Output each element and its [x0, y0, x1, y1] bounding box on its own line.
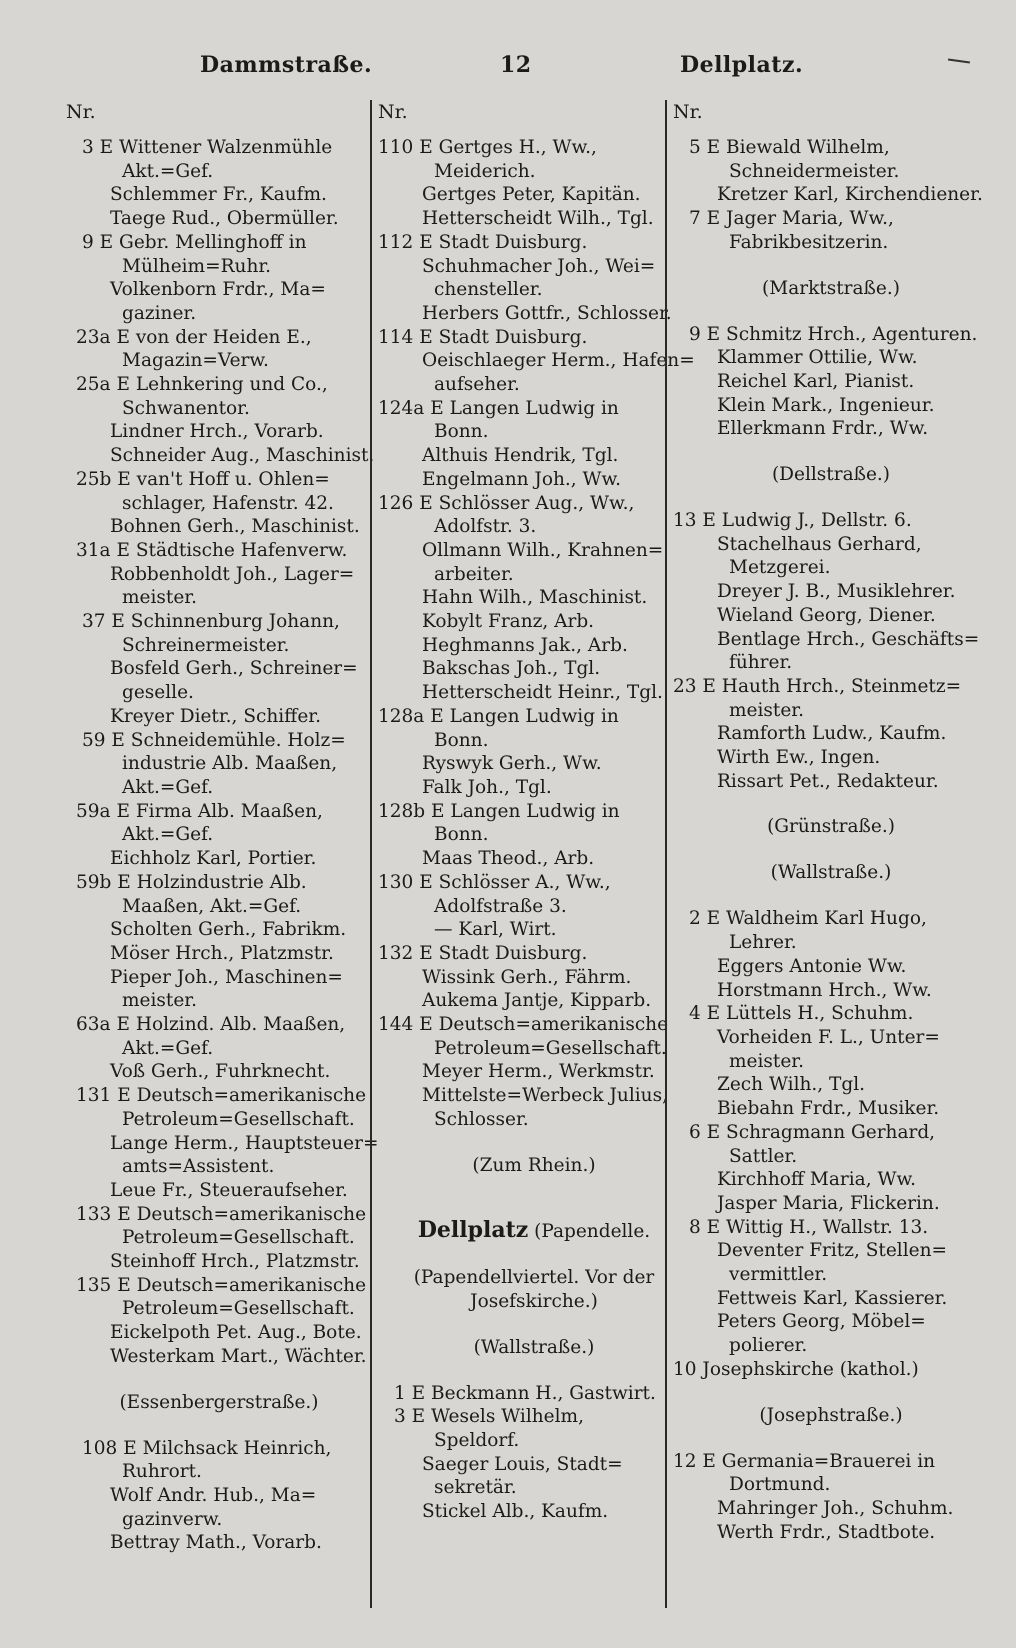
entry-line: Bosfeld Gerh., Schreiner= [110, 658, 358, 680]
entry-line: Sattler. [729, 1145, 798, 1167]
entry-line: Schreinermeister. [122, 634, 290, 656]
section-note: (Papendellviertel. Vor der [413, 1266, 655, 1288]
entry-line: Stachelhaus Gerhard, [717, 533, 922, 555]
entry-line: chensteller. [434, 279, 543, 301]
entry-line: Mittelste=Werbeck Julius, [422, 1085, 668, 1107]
spacer [673, 793, 989, 815]
entry-line: sekretär. [434, 1477, 517, 1499]
street-heading: (Dellstraße.) [771, 464, 891, 486]
street-heading: (Josephstraße.) [759, 1404, 903, 1426]
entry-line: Meiderich. [434, 160, 536, 182]
entry-line: Lehrer. [729, 932, 797, 954]
entry-line: Meyer Herm., Werkmstr. [422, 1061, 655, 1083]
section-title-sub: (Papendelle. [534, 1220, 651, 1242]
entry-line: Saeger Louis, Stadt= [422, 1453, 623, 1475]
entry-line: 126 E Schlösser Aug., Ww., [378, 492, 635, 514]
spacer [673, 839, 989, 861]
entry-line: Althuis Hendrik, Tgl. [422, 445, 619, 467]
entry-line: 25b E van't Hoff u. Ohlen= [76, 468, 330, 490]
entry-line: Biebahn Frdr., Musiker. [717, 1098, 940, 1120]
entry-line: Akt.=Gef. [122, 1037, 214, 1059]
street-heading: (Wallstraße.) [473, 1336, 595, 1358]
entry-line: Schwanentor. [122, 397, 250, 419]
entry-line: Dreyer J. B., Musiklehrer. [717, 581, 956, 603]
entry-line: Ryswyk Gerh., Ww. [422, 753, 602, 775]
entry-line: Bonn. [434, 421, 489, 443]
entry-line: Kretzer Karl, Kirchendiener. [717, 184, 983, 206]
entry-line: Horstmann Hrch., Ww. [717, 979, 932, 1001]
entry-line: Schneidermeister. [729, 160, 900, 182]
entry-line: polierer. [729, 1335, 808, 1357]
entry-line: Eickelpoth Pet. Aug., Bote. [110, 1322, 362, 1344]
street-heading: (Essenbergerstraße.) [119, 1391, 319, 1413]
entry-line: 5 E Biewald Wilhelm, [689, 137, 890, 158]
spacer [378, 1244, 690, 1266]
entry-line: Petroleum=Gesellschaft. [122, 1298, 355, 1320]
entry-line: Bonn. [434, 729, 489, 751]
spacer [66, 1369, 372, 1391]
entry-line: 12 E Germania=Brauerei in [673, 1450, 936, 1472]
entry-line: 4 E Lüttels H., Schuhm. [689, 1003, 914, 1025]
entry-line: 114 E Stadt Duisburg. [378, 326, 588, 348]
entry-line: Petroleum=Gesellschaft. [122, 1227, 355, 1249]
entry-line: Maas Theod., Arb. [422, 848, 595, 870]
entry-line: 25a E Lehnkering und Co., [76, 374, 328, 396]
entry-line: Kreyer Dietr., Schiffer. [110, 705, 321, 727]
column-2 [370, 100, 695, 1608]
entry-line: Wieland Georg, Diener. [717, 604, 936, 626]
entry-line: geselle. [122, 682, 194, 704]
entry-line: Speldorf. [434, 1429, 520, 1451]
entry-line: Falk Joh., Tgl. [422, 776, 552, 798]
entry-line: Adolfstr. 3. [434, 516, 537, 538]
entry-line: gaziner. [122, 302, 197, 324]
entry-line: Gertges Peter, Kapitän. [422, 184, 641, 206]
entry-line: gazinverw. [122, 1508, 223, 1530]
entry-line: Petroleum=Gesellschaft. [434, 1037, 667, 1059]
entry-line: Klammer Ottilie, Ww. [717, 347, 918, 369]
entry-line: Ruhrort. [122, 1461, 202, 1483]
column-1 [66, 100, 379, 1608]
entry-line: Hetterscheidt Wilh., Tgl. [422, 208, 654, 230]
entry-line: 2 E Waldheim Karl Hugo, [689, 908, 927, 930]
entry-line: Rissart Pet., Redakteur. [717, 770, 939, 792]
section-title-main: Dellplatz [417, 1216, 529, 1243]
entry-line: meister. [122, 990, 197, 1012]
header-left-street: Dammstraße. [200, 52, 373, 78]
entry-line: industrie Alb. Maaßen, [122, 753, 338, 775]
page-header [0, 52, 1016, 86]
entry-line: 124a E Langen Ludwig in [378, 397, 619, 419]
entry-line: Jasper Maria, Flickerin. [717, 1192, 940, 1214]
entry-line: schlager, Hafenstr. 42. [122, 492, 334, 514]
entry-line: 59 E Schneidemühle. Holz= [82, 729, 346, 751]
entry-line: Mülheim=Ruhr. [122, 255, 272, 277]
entry-line: Maaßen, Akt.=Gef. [122, 895, 302, 917]
entry-line: Peters Georg, Möbel= [717, 1311, 926, 1333]
entry-line: Mahringer Joh., Schuhm. [717, 1497, 954, 1519]
entry-line: Heghmanns Jak., Arb. [422, 634, 628, 656]
entry-line: Hahn Wilh., Maschinist. [422, 587, 648, 609]
entry-line: Aukema Jantje, Kipparb. [422, 990, 652, 1012]
nr-label: Nr. [66, 101, 96, 123]
entry-line: 128a E Langen Ludwig in [378, 705, 619, 727]
entry-line: Adolfstraße 3. [434, 895, 567, 917]
entry-line: Zech Wilh., Tgl. [717, 1074, 866, 1096]
entry-line: Bakschas Joh., Tgl. [422, 658, 601, 680]
nr-label: Nr. [378, 101, 408, 123]
entry-line: Eichholz Karl, Portier. [110, 848, 317, 870]
entry-line: Reichel Karl, Pianist. [717, 370, 915, 392]
entry-line: Eggers Antonie Ww. [717, 955, 907, 977]
entry-line: Lange Herm., Hauptsteuer= [110, 1132, 379, 1154]
street-heading: (Wallstraße.) [770, 862, 892, 884]
entry-line: Wirth Ew., Ingen. [717, 747, 881, 769]
entry-line: 7 E Jager Maria, Ww., [689, 208, 894, 230]
entry-line: Ollmann Wilh., Krahnen= [422, 539, 664, 561]
entry-line: 23a E von der Heiden E., [76, 326, 312, 348]
section-note: Josefskirche.) [470, 1290, 598, 1312]
entry-line: 10 Josephskirche (kathol.) [673, 1358, 919, 1380]
spacer [673, 301, 989, 323]
spacer [673, 487, 989, 509]
entry-line: 144 E Deutsch=amerikanische [378, 1014, 669, 1036]
entry-line: 59b E Holzindustrie Alb. [76, 871, 307, 893]
section-title [378, 1218, 690, 1244]
entry-line: Lindner Hrch., Vorarb. [110, 421, 324, 443]
entry-line: 3 E Wesels Wilhelm, [394, 1406, 584, 1428]
entry-line: arbeiter. [434, 563, 514, 585]
entry-line: 131 E Deutsch=amerikanische [76, 1085, 367, 1107]
entry-line: Petroleum=Gesellschaft. [122, 1108, 355, 1130]
entry-line: Steinhoff Hrch., Platzmstr. [110, 1251, 360, 1273]
entry-line: 37 E Schinnenburg Johann, [82, 611, 340, 633]
spacer [378, 1178, 690, 1218]
entry-line: 128b E Langen Ludwig in [378, 800, 620, 822]
spacer [673, 255, 989, 277]
entry-line: Wissink Gerh., Fährm. [422, 966, 632, 988]
entry-line: Magazin=Verw. [122, 350, 269, 372]
page-number: 12 [500, 52, 532, 78]
entry-line: Volkenborn Frdr., Ma= [110, 279, 326, 301]
entry-line: Möser Hrch., Platzmstr. [110, 942, 334, 964]
entry-line: amts=Assistent. [122, 1156, 275, 1178]
entry-line: 63a E Holzind. Alb. Maaßen, [76, 1014, 346, 1036]
spacer [673, 441, 989, 463]
entry-line: Ramforth Ludw., Kaufm. [717, 723, 947, 745]
entry-line: 1 E Beckmann H., Gastwirt. [394, 1382, 656, 1404]
entry-line: Stickel Alb., Kaufm. [422, 1501, 609, 1523]
entry-line: 133 E Deutsch=amerikanische [76, 1203, 367, 1225]
entry-line: Ellerkmann Frdr., Ww. [717, 418, 929, 440]
entry-line: 9 E Schmitz Hrch., Agenturen. [689, 323, 978, 345]
entry-line: meister. [729, 1050, 804, 1072]
entry-line: führer. [729, 652, 793, 674]
entry-line: Werth Frdr., Stadtbote. [717, 1521, 936, 1543]
entry-line: Bohnen Gerh., Maschinist. [110, 516, 360, 538]
street-heading: (Grünstraße.) [767, 816, 895, 838]
entry-line: Schneider Aug., Maschinist. [110, 445, 375, 467]
entry-line: Leue Fr., Steueraufseher. [110, 1179, 348, 1201]
entry-line: 130 E Schlösser A., Ww., [378, 871, 611, 893]
entry-line: Taege Rud., Obermüller. [110, 208, 339, 230]
entry-line: Voß Gerh., Fuhrknecht. [110, 1061, 331, 1083]
spacer [673, 1382, 989, 1404]
header-right-street: Dellplatz. [680, 52, 804, 78]
entry-line: Hetterscheidt Heinr., Tgl. [422, 682, 663, 704]
entry-line: Westerkam Mart., Wächter. [110, 1345, 367, 1367]
spacer [673, 1428, 989, 1450]
entry-line: 59a E Firma Alb. Maaßen, [76, 800, 323, 822]
entry-line: Schlosser. [434, 1108, 529, 1130]
entry-line: Pieper Joh., Maschinen= [110, 966, 343, 988]
entry-line: Oeischlaeger Herm., Hafen= [422, 350, 695, 372]
entry-line: 13 E Ludwig J., Dellstr. 6. [673, 510, 912, 532]
entry-line: Engelmann Joh., Ww. [422, 468, 622, 490]
entry-line: Metzgerei. [729, 557, 831, 579]
entry-line: Wolf Andr. Hub., Ma= [110, 1484, 317, 1506]
entry-line: Schlemmer Fr., Kaufm. [110, 184, 327, 206]
entry-line: Bettray Math., Vorarb. [110, 1532, 322, 1554]
entry-line: Bentlage Hrch., Geschäfts= [717, 628, 980, 650]
entry-line: Fabrikbesitzerin. [729, 231, 889, 253]
entry-line: Klein Mark., Ingenieur. [717, 394, 935, 416]
entry-line: Schuhmacher Joh., Wei= [422, 255, 656, 277]
spacer [673, 885, 989, 907]
entry-line: 31a E Städtische Hafenverw. [76, 539, 348, 561]
entry-line: Akt.=Gef. [122, 160, 214, 182]
entry-line: Vorheiden F. L., Unter= [717, 1026, 940, 1048]
entry-line: Dortmund. [729, 1474, 831, 1496]
entry-line: meister. [122, 587, 197, 609]
entry-line: 112 E Stadt Duisburg. [378, 231, 588, 253]
entry-line: Robbenholdt Joh., Lager= [110, 563, 355, 585]
entry-line: Fettweis Karl, Kassierer. [717, 1287, 948, 1309]
spacer [66, 1415, 372, 1437]
nr-label: Nr. [673, 101, 703, 123]
spacer [378, 1132, 690, 1154]
entry-line: Kirchhoff Maria, Ww. [717, 1169, 916, 1191]
entry-line: vermittler. [729, 1264, 828, 1286]
entry-line: — Karl, Wirt. [434, 919, 557, 941]
entry-line: Herbers Gottfr., Schlosser. [422, 302, 672, 324]
entry-line: Akt.=Gef. [122, 824, 214, 846]
entry-line: 108 E Milchsack Heinrich, [82, 1437, 332, 1459]
entry-line: Akt.=Gef. [122, 776, 214, 798]
entry-line: Deventer Fritz, Stellen= [717, 1240, 947, 1262]
entry-line: 135 E Deutsch=amerikanische [76, 1274, 367, 1296]
entry-line: 9 E Gebr. Mellinghoff in [82, 231, 307, 253]
entry-line: 8 E Wittig H., Wallstr. 13. [689, 1216, 929, 1238]
entry-line: 132 E Stadt Duisburg. [378, 942, 588, 964]
entry-line: aufseher. [434, 374, 520, 396]
entry-line: 3 E Wittener Walzenmühle [82, 137, 333, 158]
entry-line: 23 E Hauth Hrch., Steinmetz= [673, 675, 962, 697]
entry-line: 110 E Gertges H., Ww., [378, 137, 597, 158]
street-heading: (Marktstraße.) [762, 277, 900, 299]
entry-line: 6 E Schragmann Gerhard, [689, 1121, 936, 1143]
entry-line: Kobylt Franz, Arb. [422, 611, 595, 633]
entry-line: Scholten Gerh., Fabrikm. [110, 919, 347, 941]
spacer [378, 1314, 690, 1336]
entry-line: meister. [729, 699, 804, 721]
street-heading: (Zum Rhein.) [472, 1154, 596, 1176]
column-3 [665, 100, 989, 1608]
spacer [378, 1360, 690, 1382]
entry-line: Bonn. [434, 824, 489, 846]
